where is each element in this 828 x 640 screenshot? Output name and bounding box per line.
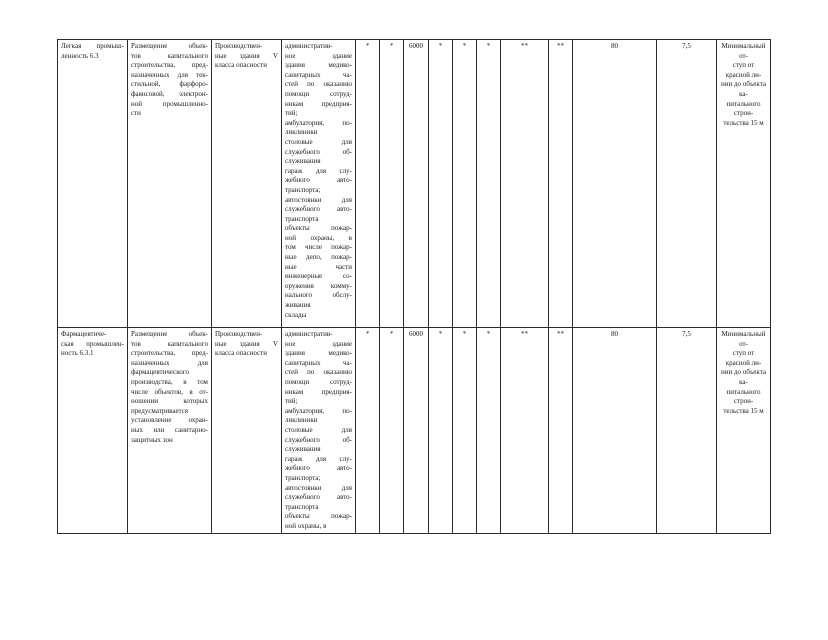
table-row (58, 40, 771, 328)
zoning-table (57, 39, 771, 534)
notes-cell: Минимальный от- ступ от красной ли- нии до объекта ка- питального строи- тельства 15 м (717, 40, 771, 328)
land-use-name-cell: Легкая промыш- ленность 6.3 (58, 40, 128, 328)
param-cell: ** (549, 328, 573, 534)
notes-cell: Минимальный от- ступ от красной ли- нии до объекта ка- питального строи- тельства 15 м (717, 328, 771, 534)
param-cell: * (477, 40, 501, 328)
param-cell: * (356, 328, 380, 534)
param-cell: * (356, 40, 380, 328)
land-use-description-cell: Размещение объек- тов капитального строительства, пред- назначенных для фармацевтического производства, в том числе объектов, в от- ношении которых предусматривается установление охран- ных или санитарно- защитных зон (128, 328, 212, 534)
param-cell: * (429, 40, 453, 328)
param-cell: * (380, 40, 404, 328)
max-coverage-cell: 80 (573, 40, 657, 328)
param-cell: * (453, 40, 477, 328)
param-cell: ** (501, 40, 549, 328)
param-cell: * (380, 328, 404, 534)
table-row (58, 328, 771, 534)
param-cell: ** (501, 328, 549, 534)
main-use-cell: Производствен- ные здания V класса опасности (212, 40, 282, 328)
min-lot-area-cell: 6000 (404, 328, 429, 534)
param-cell: * (453, 328, 477, 534)
main-use-cell: Производствен- ные здания V класса опасности (212, 328, 282, 534)
auxiliary-use-cell: административ- ное здание здания медико- санитарных ча- стей по оказанию помощи сотруд- никам предприя- тий; амбулатория, по- ликлиники столовые для служебного об- служивания гараж для слу- жебного авто- транспорта; автостоянки для служебного авто- транспорта объекты пожар- ной охраны, в том числе пожар- ные депо, пожар- ные части инженерные со- оружения комму- нального обслу- живания склады (282, 40, 356, 328)
auxiliary-use-cell: административ- ное здание здания медико- санитарных ча- стей по оказанию помощи сотруд- никам предприя- тий; амбулатория, по- ликлиники столовые для служебного об- служивания гараж для слу- жебного авто- транспорта; автостоянки для служебного авто- транспорта объекты пожар- ной охраны, в (282, 328, 356, 534)
param-cell: ** (549, 40, 573, 328)
land-use-description-cell: Размещение объек- тов капитального строительства, пред- назначенных для тек- стильной, фарфоро- фаянсовой, электрон- ной промышленно- сти (128, 40, 212, 328)
max-coverage-cell: 80 (573, 328, 657, 534)
land-use-name-cell: Фармацевтиче- ская промышлен- ность 6.3.1 (58, 328, 128, 534)
param-cell: * (477, 328, 501, 534)
height-cell: 7,5 (657, 328, 717, 534)
min-lot-area-cell: 6000 (404, 40, 429, 328)
param-cell: * (429, 328, 453, 534)
height-cell: 7,5 (657, 40, 717, 328)
